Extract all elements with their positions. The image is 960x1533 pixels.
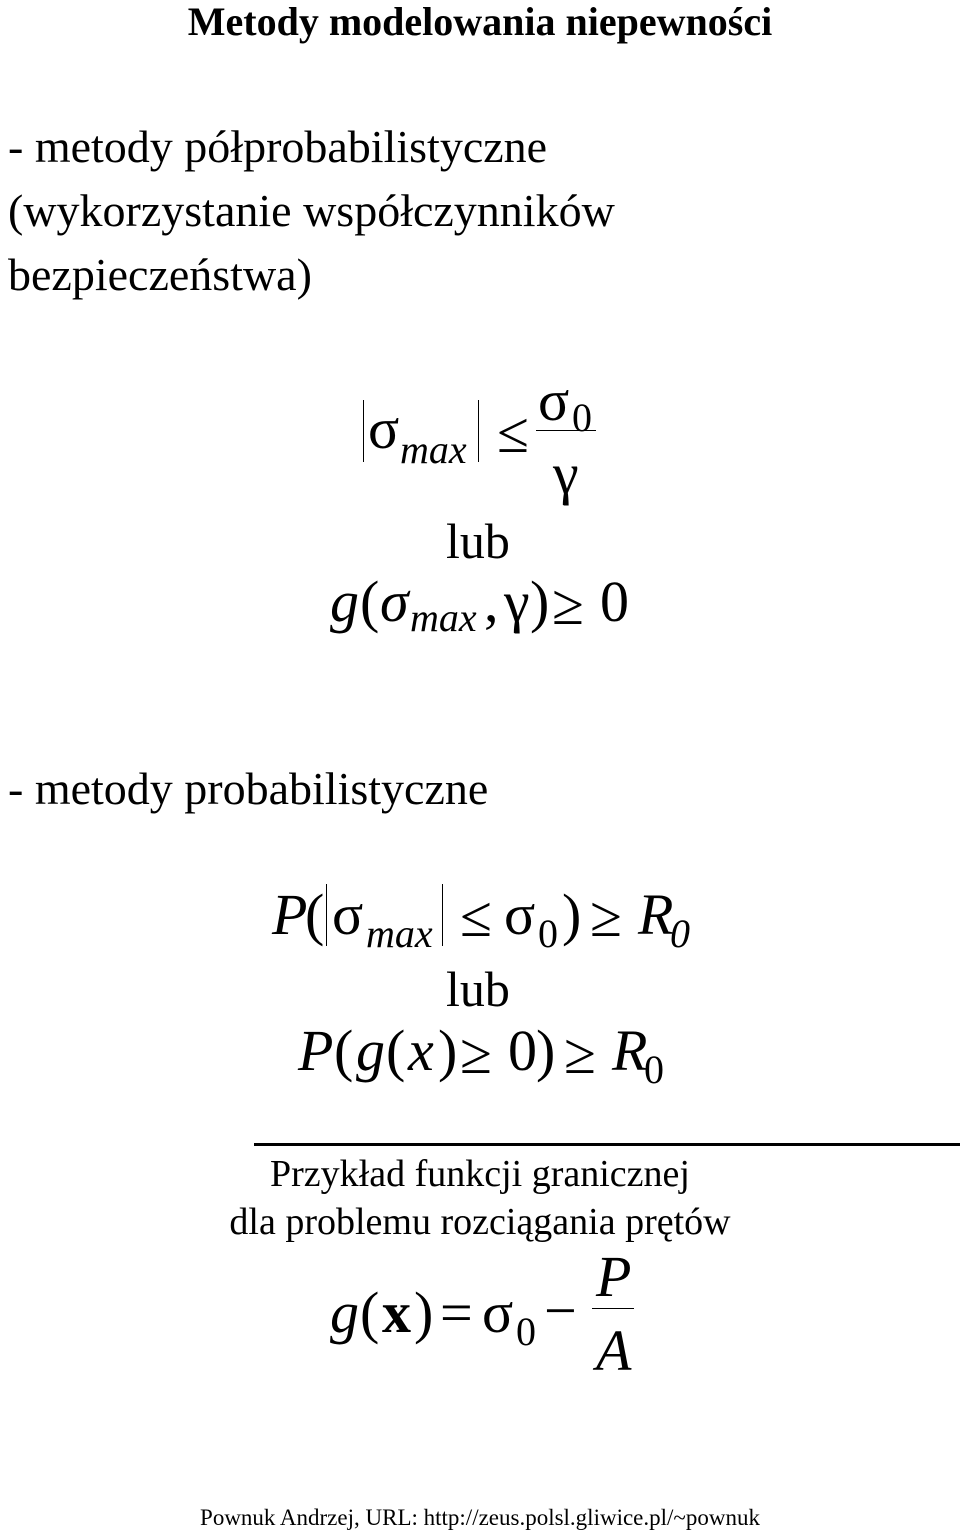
paren-close: ) — [536, 1018, 556, 1083]
denominator-A: A — [596, 1318, 632, 1383]
bullet-semi-probabilistic: - metody półprobabilistyczne — [8, 121, 548, 172]
subscript-0: 0 — [516, 1309, 536, 1354]
g-symbol: g — [330, 1280, 359, 1345]
comma: , — [484, 569, 499, 634]
footer-author-url: Pownuk Andrzej, URL: http://zeus.polsl.gliwice.pl/~pownuk — [200, 1505, 760, 1530]
numerator-P: P — [596, 1244, 632, 1309]
example-title-2: dla problemu rozciągania prętów — [229, 1201, 731, 1243]
P-symbol: P — [298, 1018, 334, 1083]
x-vector-symbol: x — [382, 1280, 411, 1345]
page-title: Metody modelowania niepewności — [187, 0, 773, 44]
text-safety-factors-2: bezpieczeństwa) — [8, 249, 312, 300]
R-subscript-0: 0 — [644, 1047, 664, 1092]
abs-bar-right — [478, 400, 479, 462]
R-subscript-0: 0 — [670, 911, 690, 956]
P-symbol: P — [272, 882, 308, 947]
abs-bar-left — [326, 884, 327, 946]
numerator-subscript-0: 0 — [572, 395, 592, 440]
sigma-symbol: σ — [368, 396, 400, 461]
geq-symbol: ≥ — [460, 1021, 492, 1086]
leq-symbol: ≤ — [460, 884, 492, 949]
numerator-sigma: σ — [538, 368, 570, 433]
sigma-symbol: σ — [332, 882, 364, 947]
g-paren-close: ) — [438, 1018, 458, 1083]
abs-bar-left — [363, 400, 364, 462]
paren-close: ) — [562, 882, 582, 947]
paren-open: ( — [305, 882, 325, 947]
minus-symbol: − — [544, 1278, 577, 1343]
geq-symbol: ≥ — [590, 884, 622, 949]
text-safety-factors-1: (wykorzystanie współczynników — [8, 185, 615, 236]
sigma-symbol: σ — [482, 1280, 514, 1345]
paren-open: ( — [360, 569, 380, 634]
subscript-0: 0 — [538, 911, 558, 956]
zero: 0 — [600, 569, 629, 634]
geq-symbol-2: ≥ — [564, 1021, 596, 1086]
R-symbol: R — [612, 1018, 648, 1083]
paren-close: ) — [414, 1280, 434, 1345]
fraction-bar — [592, 1308, 634, 1309]
subscript-max: max — [410, 595, 477, 640]
fraction-bar — [536, 430, 596, 431]
paren-open: ( — [334, 1018, 354, 1083]
denominator-gamma: γ — [553, 441, 579, 506]
zero: 0 — [508, 1018, 537, 1083]
g-symbol: g — [356, 1018, 385, 1083]
g-paren-open: ( — [386, 1018, 406, 1083]
g-symbol: g — [330, 569, 359, 634]
x-symbol: x — [408, 1018, 434, 1083]
paren-close: ) — [530, 569, 550, 634]
sigma-symbol: σ — [380, 569, 409, 634]
sigma0-symbol: σ — [504, 882, 536, 947]
R-symbol: R — [638, 882, 674, 947]
text-or-1: lub — [446, 513, 510, 569]
subscript-max: max — [366, 911, 433, 956]
paren-open: ( — [360, 1280, 380, 1345]
section-divider — [254, 1143, 960, 1146]
equals-symbol: = — [440, 1280, 473, 1345]
geq-symbol: ≥ — [552, 572, 584, 637]
leq-symbol: ≤ — [497, 400, 529, 465]
example-title-1: Przykład funkcji granicznej — [270, 1153, 690, 1195]
text-or-2: lub — [446, 961, 510, 1017]
gamma-symbol: γ — [504, 569, 530, 634]
abs-bar-right — [442, 884, 443, 946]
subscript-max: max — [400, 427, 467, 472]
bullet-probabilistic: - metody probabilistyczne — [8, 763, 489, 814]
